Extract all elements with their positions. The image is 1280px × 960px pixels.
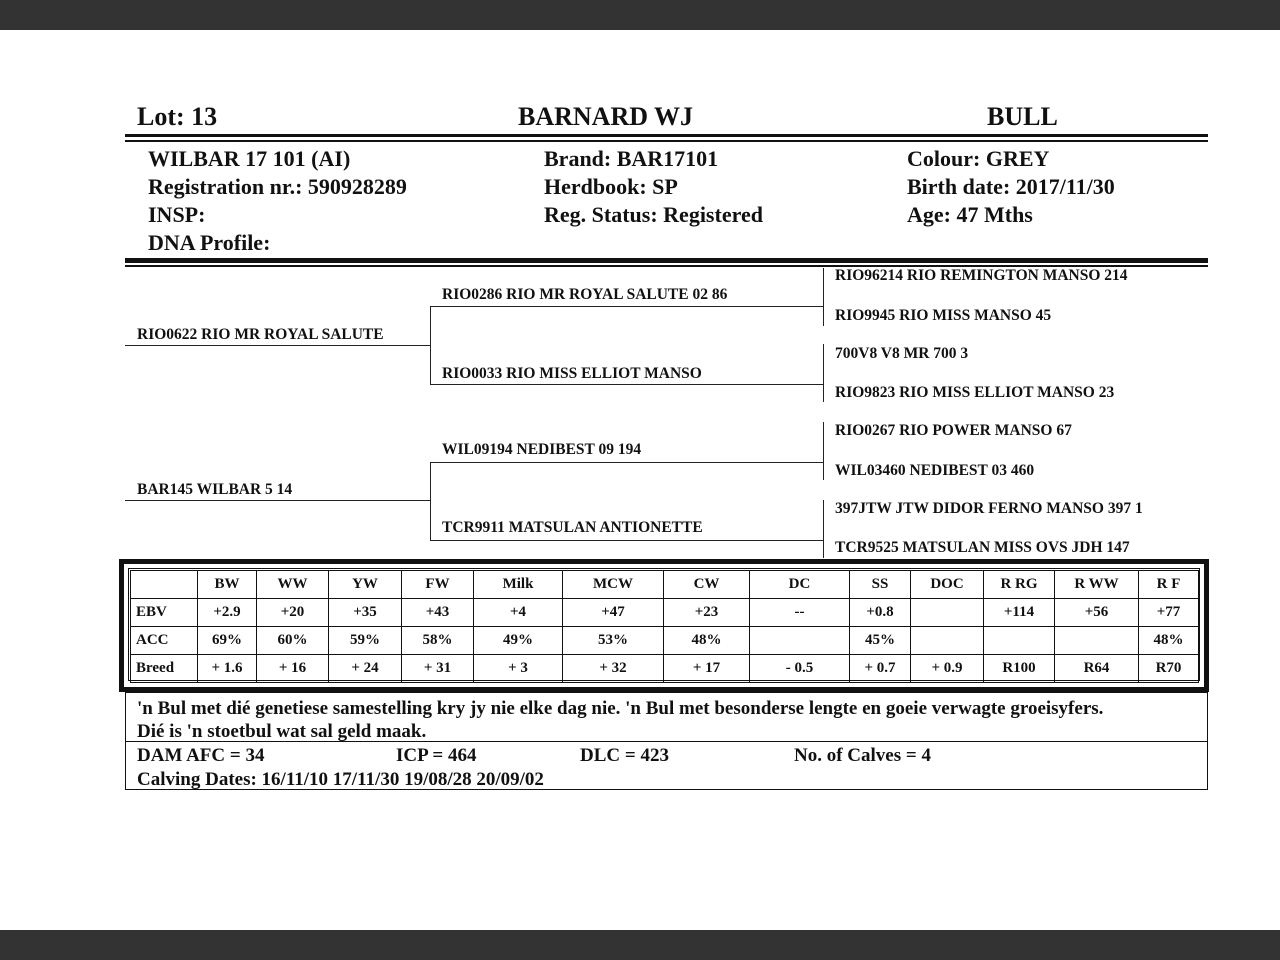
animal-details-block xyxy=(907,145,1115,229)
acc-row xyxy=(131,627,1199,655)
table-cell: R70 xyxy=(1139,655,1199,683)
row-label: Breed xyxy=(131,655,198,683)
table-cell: -- xyxy=(750,599,850,627)
comment-line-1: 'n Bul met dié genetiese samestelling kry jy nie elke dag nie. 'n Bul met besonderse lengte en goeie verwagte groeisyfers. xyxy=(137,698,1104,719)
icp-value: ICP = 464 xyxy=(396,745,477,766)
table-cell xyxy=(750,627,850,655)
table-cell: +77 xyxy=(1139,599,1199,627)
table-cell: 53% xyxy=(563,627,664,655)
table-cell: + 24 xyxy=(329,655,402,683)
table-cell: 45% xyxy=(850,627,911,655)
ebv-header-row xyxy=(131,571,1199,599)
table-cell: + 1.6 xyxy=(198,655,257,683)
great-grandparent: RIO0267 RIO POWER MANSO 67 xyxy=(835,422,1072,439)
table-cell: +114 xyxy=(984,599,1055,627)
seller-name: BARNARD WJ xyxy=(518,102,694,131)
breed-row xyxy=(131,655,1199,683)
table-cell: + 32 xyxy=(563,655,664,683)
calves-count: No. of Calves = 4 xyxy=(794,745,931,766)
table-cell: +20 xyxy=(257,599,329,627)
table-cell: +43 xyxy=(402,599,474,627)
table-cell: + 31 xyxy=(402,655,474,683)
column-header: BW xyxy=(198,571,257,599)
table-cell: + 0.9 xyxy=(911,655,984,683)
table-cell: 60% xyxy=(257,627,329,655)
great-grandparent: TCR9525 MATSULAN MISS OVS JDH 147 xyxy=(835,539,1130,556)
table-cell: +4 xyxy=(474,599,563,627)
table-cell: +35 xyxy=(329,599,402,627)
registration-number: Registration nr.: 590928289 xyxy=(148,174,407,199)
ebv-row xyxy=(131,599,1199,627)
column-header: SS xyxy=(850,571,911,599)
sire: RIO0622 RIO MR ROYAL SALUTE xyxy=(137,326,384,343)
lot-number: Lot: 13 xyxy=(137,102,218,131)
column-header: R WW xyxy=(1055,571,1139,599)
great-grandparent: WIL03460 NEDIBEST 03 460 xyxy=(835,462,1035,479)
column-header: MCW xyxy=(563,571,664,599)
table-cell: +47 xyxy=(563,599,664,627)
table-cell: +56 xyxy=(1055,599,1139,627)
comment-line-2: Dié is 'n stoetbul wat sal geld maak. xyxy=(137,721,427,742)
table-cell: - 0.5 xyxy=(750,655,850,683)
bottom-frame-bar xyxy=(0,930,1280,960)
animal-brand-block xyxy=(544,145,763,229)
sire-sire: RIO0286 RIO MR ROYAL SALUTE 02 86 xyxy=(442,286,728,303)
age-field: Age: 47 Mths xyxy=(907,202,1033,227)
column-header: WW xyxy=(257,571,329,599)
table-cell: + 0.7 xyxy=(850,655,911,683)
column-header xyxy=(131,571,198,599)
column-header: R RG xyxy=(984,571,1055,599)
info-rule-thick xyxy=(125,258,1208,263)
table-cell: + 17 xyxy=(664,655,750,683)
table-cell: R100 xyxy=(984,655,1055,683)
animal-category: BULL xyxy=(987,102,1058,131)
great-grandparent: 397JTW JTW DIDOR FERNO MANSO 397 1 xyxy=(835,500,1143,517)
column-header: FW xyxy=(402,571,474,599)
birth-date-field: Birth date: 2017/11/30 xyxy=(907,174,1115,199)
table-cell xyxy=(911,627,984,655)
calving-dates: Calving Dates: 16/11/10 17/11/30 19/08/28 20/09/02 xyxy=(137,769,544,790)
column-header: CW xyxy=(664,571,750,599)
dlc-value: DLC = 423 xyxy=(580,745,669,766)
column-header: DOC xyxy=(911,571,984,599)
row-label: ACC xyxy=(131,627,198,655)
column-header: Milk xyxy=(474,571,563,599)
table-cell: 49% xyxy=(474,627,563,655)
dna-profile-field: DNA Profile: xyxy=(148,230,271,255)
header-rule-thin xyxy=(125,140,1208,142)
great-grandparent: RIO9945 RIO MISS MANSO 45 xyxy=(835,307,1052,324)
ebv-table xyxy=(130,570,1199,683)
table-cell: 59% xyxy=(329,627,402,655)
table-cell: + 16 xyxy=(257,655,329,683)
colour-field: Colour: GREY xyxy=(907,146,1050,171)
table-cell: 69% xyxy=(198,627,257,655)
column-header: DC xyxy=(750,571,850,599)
insp-field: INSP: xyxy=(148,202,206,227)
herdbook-field: Herdbook: SP xyxy=(544,174,678,199)
header-rule-thick xyxy=(125,134,1208,137)
table-cell xyxy=(984,627,1055,655)
table-cell: 58% xyxy=(402,627,474,655)
great-grandparent: RIO96214 RIO REMINGTON MANSO 214 xyxy=(835,267,1128,284)
table-cell: +0.8 xyxy=(850,599,911,627)
dam-afc: DAM AFC = 34 xyxy=(137,745,265,766)
row-label: EBV xyxy=(131,599,198,627)
dam-sire: WIL09194 NEDIBEST 09 194 xyxy=(442,441,642,458)
table-cell: +23 xyxy=(664,599,750,627)
table-cell xyxy=(1055,627,1139,655)
dam: BAR145 WILBAR 5 14 xyxy=(137,481,293,498)
sire-dam: RIO0033 RIO MISS ELLIOT MANSO xyxy=(442,365,702,382)
animal-id-block xyxy=(148,145,407,257)
table-cell: 48% xyxy=(1139,627,1199,655)
great-grandparent: 700V8 V8 MR 700 3 xyxy=(835,345,969,362)
dam-dam: TCR9911 MATSULAN ANTIONETTE xyxy=(442,519,703,536)
brand-field: Brand: BAR17101 xyxy=(544,146,719,171)
table-cell: +2.9 xyxy=(198,599,257,627)
table-cell xyxy=(911,599,984,627)
column-header: R F xyxy=(1139,571,1199,599)
column-header: YW xyxy=(329,571,402,599)
reg-status-field: Reg. Status: Registered xyxy=(544,202,763,227)
top-frame-bar xyxy=(0,0,1280,30)
animal-name: WILBAR 17 101 (AI) xyxy=(148,146,351,171)
table-cell: + 3 xyxy=(474,655,563,683)
great-grandparent: RIO9823 RIO MISS ELLIOT MANSO 23 xyxy=(835,384,1115,401)
table-cell: R64 xyxy=(1055,655,1139,683)
table-cell: 48% xyxy=(664,627,750,655)
